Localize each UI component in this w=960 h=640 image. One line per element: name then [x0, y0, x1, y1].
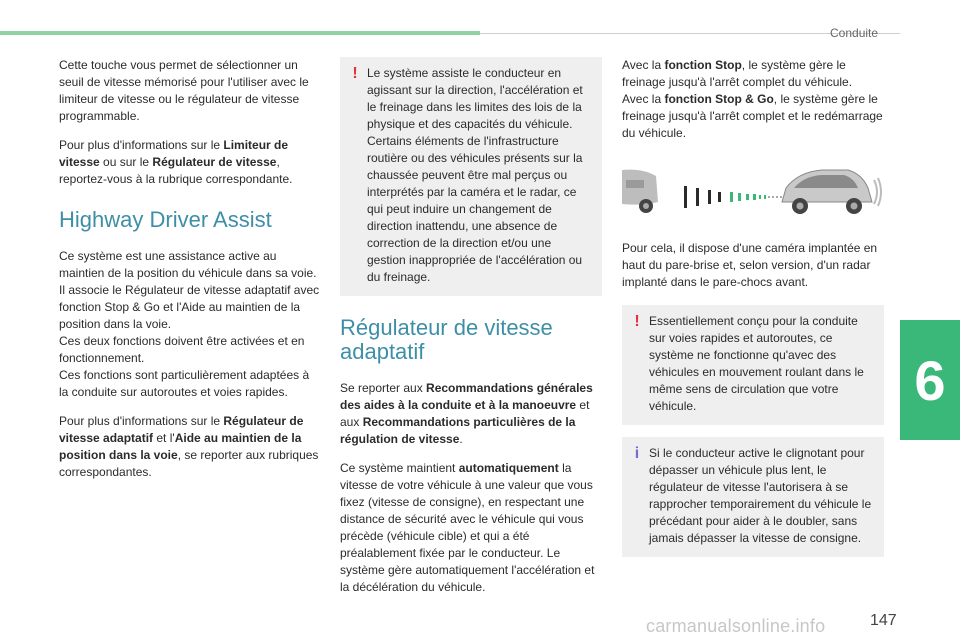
paragraph: Cette touche vous permet de sélectionner un seuil de vitesse mémorisé pour l'utiliser avec le limiteur de vitesse ou le régulateur de vitesse programmable. — [59, 58, 309, 123]
chapter-tab: 6 — [900, 320, 960, 440]
info-icon: i — [634, 445, 640, 462]
column-right — [622, 57, 884, 569]
column-left — [59, 57, 321, 493]
paragraph: Pour plus d'informations sur le Régulateur de vitesse adaptatif et l'Aide au maintien de la position dans la voie, se reporter aux rubriques correspondantes. — [59, 414, 319, 479]
info-callout: i Si le conducteur active le clignotant pour dépasser un véhicule plus lent, le régulateur de vitesse l'autorisera à se rapprocher temporairement du véhicule le précédant pour aider à le doubler, sans jamais dépasser la vitesse de consigne. — [622, 437, 884, 557]
warning-callout: ! Essentiellement conçu pour la conduite sur voies rapides et autoroutes, ce système ne fonctionne qu'avec des véhicules en mouvement roulant dans le même sens de circulation que votre véhicule. — [622, 305, 884, 425]
radar-car-illustration — [622, 158, 884, 226]
header-accent-bar — [0, 31, 480, 35]
exclamation-icon: ! — [352, 65, 358, 82]
paragraph: Avec la fonction Stop & Go, le système gère le freinage jusqu'à l'arrêt complet et le redémarrage du véhicule. — [622, 92, 883, 140]
section-title: Conduite — [830, 26, 879, 40]
watermark: carmanualsonline.info — [646, 616, 826, 636]
paragraph: Pour plus d'informations sur le Limiteur de vitesse ou sur le Régulateur de vitesse, reportez-vous à la rubrique correspondante. — [59, 138, 293, 186]
exclamation-icon: ! — [634, 313, 640, 330]
paragraph: Avec la fonction Stop, le système gère le freinage jusqu'à l'arrêt complet du véhicule. — [622, 58, 853, 89]
column-middle — [340, 57, 602, 608]
paragraph: Se reporter aux Recommandations générales des aides à la conduite et à la manoeuvre et aux Recommandations particulières de la régulation de vitesse. — [340, 381, 593, 446]
section-heading-highway-driver-assist: Highway Driver Assist — [59, 207, 272, 232]
paragraph: Pour cela, il dispose d'une caméra implantée en haut du pare-brise et, selon version, d'un radar implanté dans le pare-chocs avant. — [622, 241, 878, 289]
warning-callout: ! Le système assiste le conducteur en agissant sur la direction, l'accélération et le freinage dans les limites des lois de la physique et des capacités du véhicule. Certains éléments de l'infrastructure routière ou des véhicules présents sur la chaussée peuvent être mal perçus ou interprétés par la caméra et le radar, ce qui peut induire un changement de direction inattendu, une absence de correction de la direction et/ou une gestion inappropriée de l'accélération ou du freinage. — [340, 57, 602, 296]
paragraph: Ce système est une assistance active au maintien de la position du véhicule dans sa voie. Il associe le Régulateur de vitesse adaptatif avec fonction Stop & Go et l'Aide au maintien de la position dans la voie. Ces deux fonctions doivent être activées et en fonctionnement. Ces fonctions sont particulièrement adaptées à la conduite sur autoroutes et voies rapides. — [59, 249, 320, 399]
page-number: 147 — [870, 612, 897, 629]
paragraph: Ce système maintient automatiquement la vitesse de votre véhicule à une valeur que vous fixez (vitesse de consigne), en respectant une distance de sécurité avec le véhicule qui vous précède (véhicule cible) et qui a été préalablement fixée par le conducteur. Le système gère automatiquement l'accélération et la décélération du véhicule. — [340, 461, 595, 594]
section-heading-adaptive-cruise-control: Régulateur de vitesse adaptatif — [340, 315, 553, 364]
